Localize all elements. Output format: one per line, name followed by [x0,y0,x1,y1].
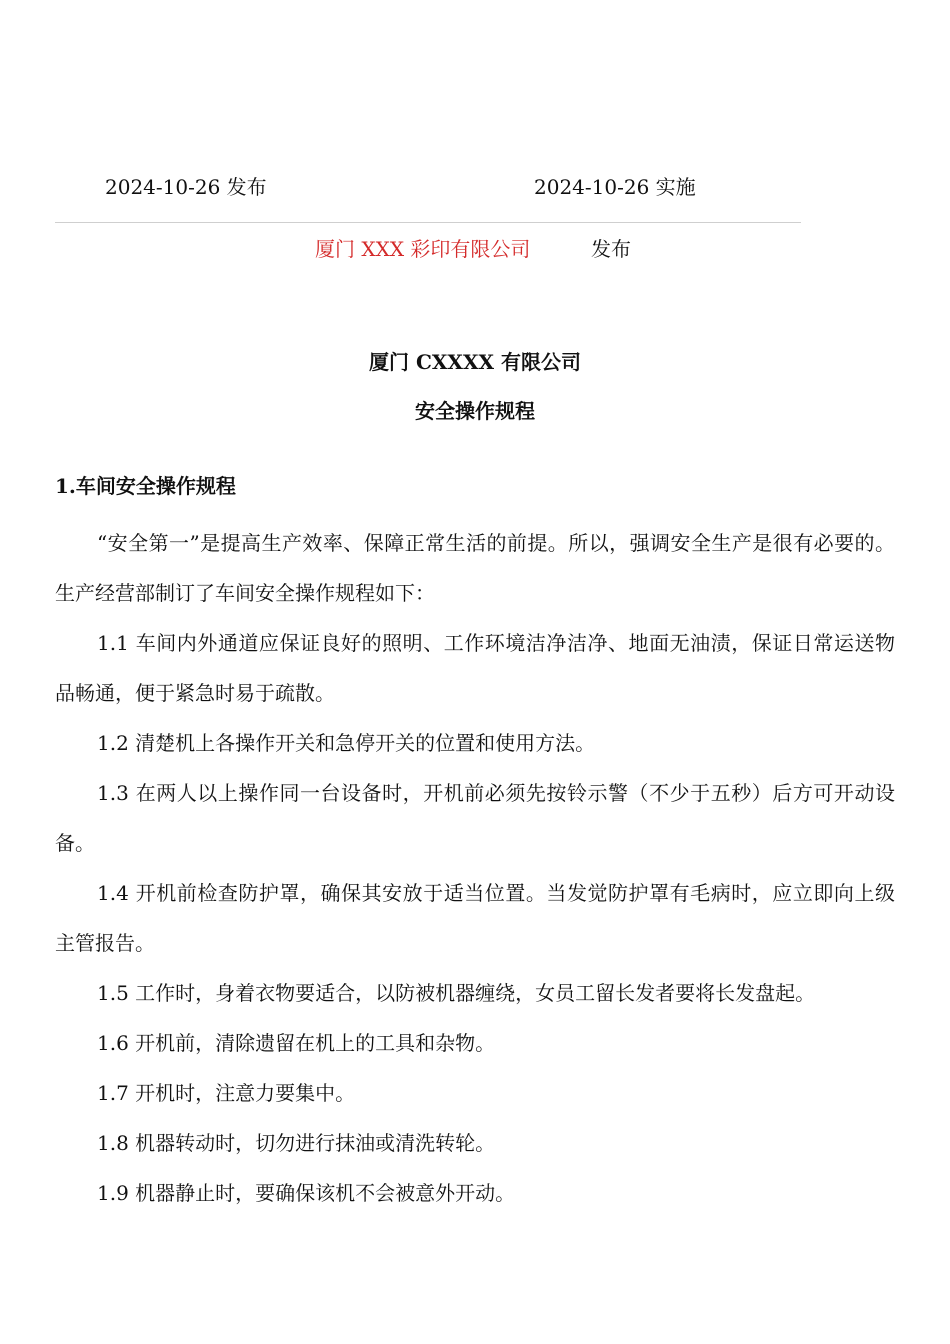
intro-paragraph: “安全第一”是提高生产效率、保障正常生活的前提。所以，强调安全生产是很有必要的。生产经营部制订了车间安全操作规程如下： [55,531,895,605]
publisher-name: 厦门 XXX 彩印有限公司 [315,237,531,261]
rule-item: 1.6 开机前，清除遗留在机上的工具和杂物。 [97,1031,496,1055]
document-company: 厦门 CXXXX 有限公司 [369,350,581,374]
issue-date: 2024-10-26 发布 [105,175,267,199]
rule-item: 1.1 车间内外通道应保证良好的照明、工作环境洁净洁净、地面无油渍，保证日常运送物品畅通，便于紧急时易于疏散。 [55,631,895,705]
rule-item: 1.3 在两人以上操作同一台设备时，开机前必须先按铃示警（不少于五秒）后方可开动设备。 [55,781,895,855]
rule-item: 1.8 机器转动时，切勿进行抹油或清洗转轮。 [97,1131,496,1155]
effective-date: 2024-10-26 实施 [534,175,696,199]
section-body [55,518,895,1218]
publisher-suffix: 发布 [591,237,631,261]
publisher-row [0,234,950,264]
header-divider [55,222,801,223]
date-row [0,172,950,202]
rule-item: 1.4 开机前检查防护罩，确保其安放于适当位置。当发觉防护罩有毛病时，应立即向上级主管报告。 [55,881,895,955]
rule-item: 1.9 机器静止时，要确保该机不会被意外开动。 [97,1181,516,1205]
rule-item: 1.5 工作时，身着衣物要适合，以防被机器缠绕，女员工留长发者要将长发盘起。 [97,981,816,1005]
rule-item: 1.2 清楚机上各操作开关和急停开关的位置和使用方法。 [97,731,596,755]
document-title: 安全操作规程 [415,399,535,423]
section-heading: 1.车间安全操作规程 [55,474,236,498]
rule-item: 1.7 开机时，注意力要集中。 [97,1081,356,1105]
